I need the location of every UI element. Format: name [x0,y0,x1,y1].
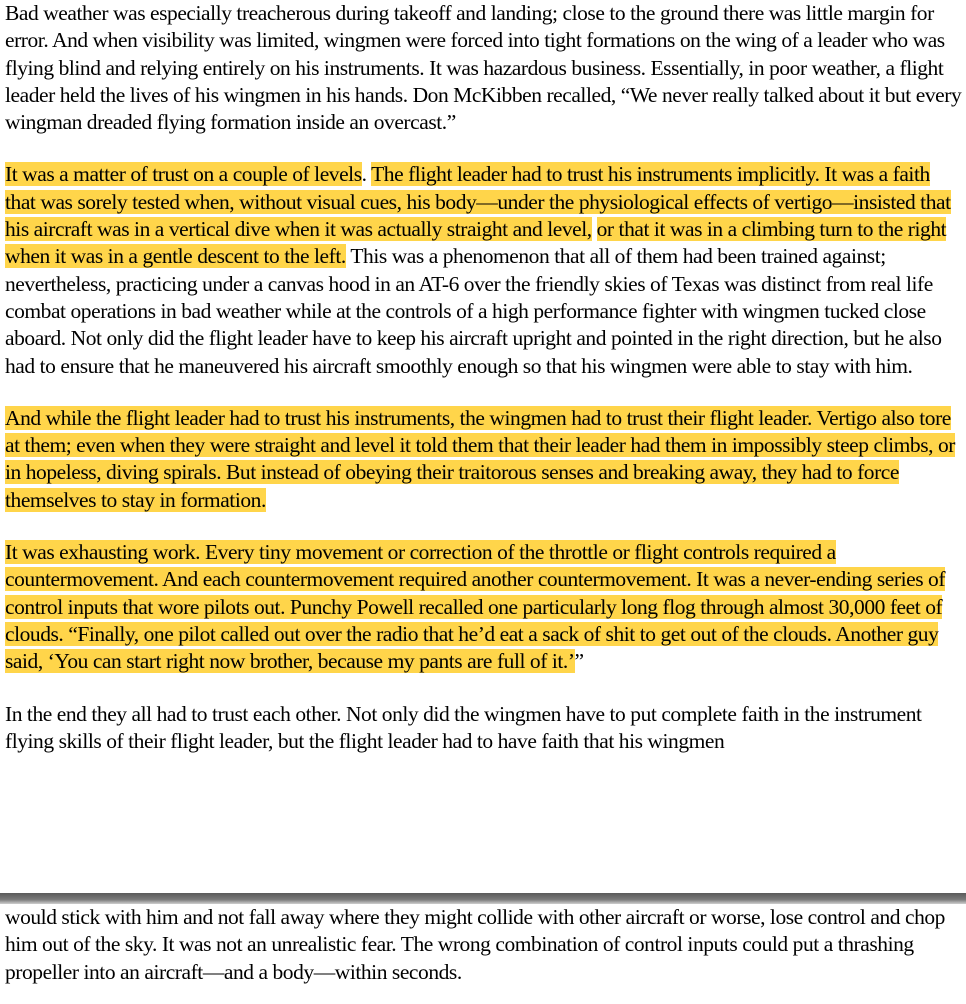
text-segment: . [361,162,372,187]
text-segment: would stick with him and not fall away where they might collide with other aircraft or worse, lose control and chop him out of the sky. It was not an unrealistic fear. The wrong combination of control inputs could put a thrashing propeller into an aircraft—and a body—within seconds. [5,905,945,984]
paragraph-bad-weather [5,0,965,136]
highlighted-segment[interactable]: It was a matter of trust on a couple of levels [5,162,362,187]
highlighted-segment[interactable]: or that it was in a climbing turn to the right when it was in a gentle descent to the left. [5,217,947,269]
text-segment: In the end they all had to trust each other. Not only did the wingmen have to put complete faith in the instrument flying skills of their flight leader, but the flight leader had to have faith that his wingmen [5,701,922,753]
paragraph-in-the-end [5,701,965,756]
page-top [5,0,965,755]
page-bottom [5,904,965,986]
text-segment [592,217,597,241]
page-break-divider [0,893,966,904]
highlighted-segment[interactable]: And while the flight leader had to trust his instruments, the wingmen had to trust their flight leader. Vertigo also tore at them; even when they were straight and level it told them that their leader had them in impossibly steep climbs, or in hopeless, diving spirals. But instead of obeying their traitorous senses and breaking away, they had to force themselves to stay in formation. [5,405,955,512]
text-segment: Bad weather was especially treacherous during takeoff and landing; close to the ground there was little margin for error. And when visibility was limited, wingmen were forced into tight formations on the wing of a leader who was flying blind and relying entirely on his instruments. It was hazardous business. Essentially, in poor weather, a flight leader held the lives of his wingmen in his hands. Don McKibben recalled, “We never really talked about it but every wingman dreaded flying formation inside an overcast.” [5,1,962,135]
highlighted-segment[interactable]: It was exhausting work. Every tiny movement or correction of the throttle or flight controls required a countermovement. And each countermovement required another countermovement. It was a never-ending series of control inputs that wore pilots out. Punchy Powell recalled one particularly long flog through almost 30,000 feet of clouds. “Finally, one pilot called out over the radio that he’d eat a sack of shit to get out of the clouds. Another guy said, ‘You can start right now brother, because my pants are full of it.’ [5,540,946,674]
paragraph-exhausting-work [5,539,965,675]
highlighted-segment[interactable]: The flight leader had to trust his instruments implicitly. It was a faith that was sorely tested when, without visual cues, his body—under the physiological effects of vertigo—insisted that his aircraft was in a vertical dive when it was actually straight and level, [5,162,951,242]
text-segment: This was a phenomenon that all of them had been trained against; nevertheless, practicing under a canvas hood in an AT-6 over the friendly skies of Texas was distinct from real life combat operations in bad weather while at the controls of a high performance fighter with wingmen tucked close aboard. Not only did the flight leader have to keep his aircraft upright and pointed in the right direction, but he also had to ensure that he maneuvered his aircraft smoothly enough so that his wingmen were able to stay with him. [5,244,942,378]
paragraph-wingmen-trust [5,405,965,514]
text-segment: ” [574,649,584,674]
paragraph-would-stick [5,904,965,986]
paragraph-trust-levels [5,161,965,379]
